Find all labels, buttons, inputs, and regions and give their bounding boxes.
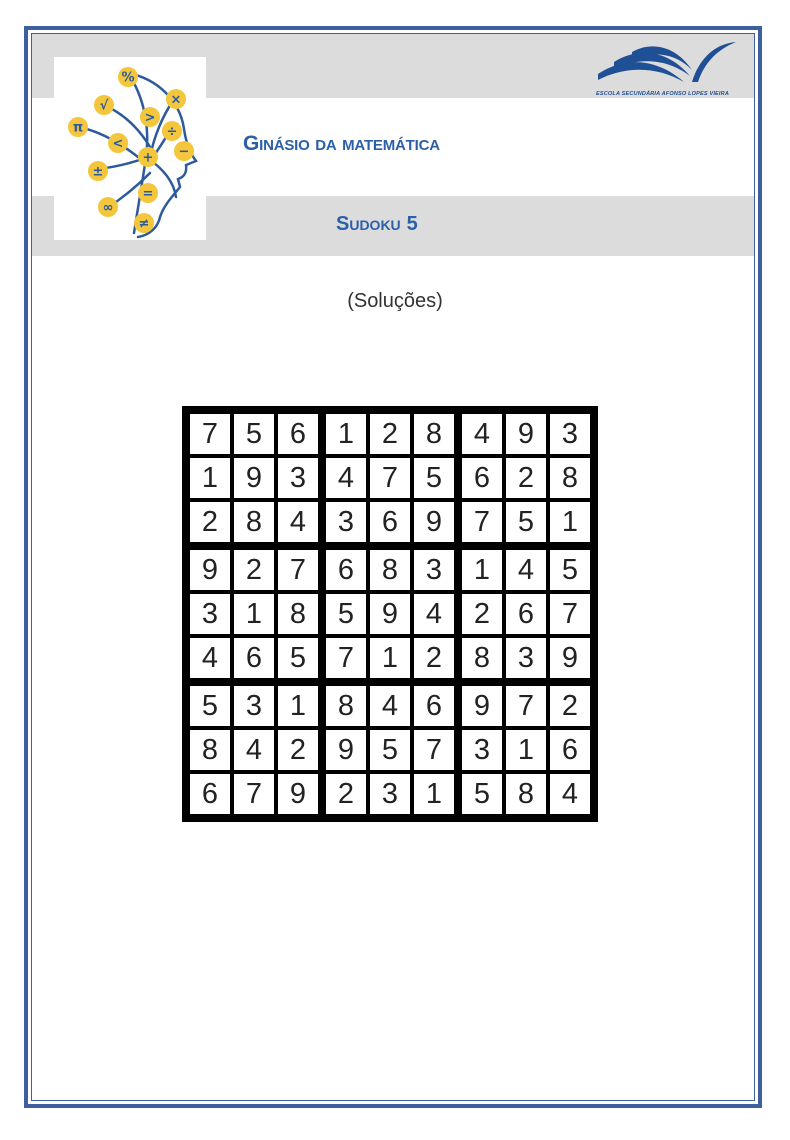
sudoku-cell-r4-c3: 7 — [278, 550, 318, 590]
sudoku-cell-r5-c3: 8 — [278, 594, 318, 634]
sudoku-cell-r1-c3: 6 — [278, 414, 318, 454]
sudoku-cell-r7-c7: 9 — [462, 686, 502, 726]
logo-symbol-11: = — [142, 186, 154, 202]
sudoku-cell-r3-c8: 5 — [506, 502, 546, 542]
sudoku-cell-r1-c2: 5 — [234, 414, 274, 454]
sudoku-cell-r8-c3: 2 — [278, 730, 318, 770]
sudoku-cell-r4-c4: 6 — [326, 550, 366, 590]
logo-symbol-7: < — [112, 136, 124, 152]
logo-symbol-10: ± — [92, 164, 104, 180]
sudoku-cell-r5-c8: 6 — [506, 594, 546, 634]
sudoku-cell-r8-c5: 5 — [370, 730, 410, 770]
sudoku-cell-r9-c8: 8 — [506, 774, 546, 814]
page-title: Ginásio da matemática — [243, 132, 440, 155]
sudoku-cell-r5-c1: 3 — [190, 594, 230, 634]
sudoku-cell-r1-c6: 8 — [414, 414, 454, 454]
sudoku-cell-r2-c4: 4 — [326, 458, 366, 498]
sudoku-cell-r2-c3: 3 — [278, 458, 318, 498]
logo-symbol-8: + — [142, 150, 154, 166]
logo-symbol-4: > — [144, 110, 156, 126]
math-head-logo-icon — [54, 57, 206, 240]
sudoku-cell-r9-c5: 3 — [370, 774, 410, 814]
sudoku-cell-r5-c6: 4 — [414, 594, 454, 634]
sudoku-cell-r4-c8: 4 — [506, 550, 546, 590]
sudoku-cell-r6-c5: 1 — [370, 638, 410, 678]
sudoku-cell-r6-c9: 9 — [550, 638, 590, 678]
sudoku-cell-r6-c2: 6 — [234, 638, 274, 678]
sudoku-cell-r7-c9: 2 — [550, 686, 590, 726]
sudoku-cell-r8-c9: 6 — [550, 730, 590, 770]
sudoku-cell-r7-c3: 1 — [278, 686, 318, 726]
logo-symbol-6: π — [72, 120, 84, 136]
sudoku-cell-r7-c4: 8 — [326, 686, 366, 726]
school-name: ESCOLA SECUNDÁRIA AFONSO LOPES VIEIRA — [596, 91, 729, 97]
sudoku-cell-r9-c2: 7 — [234, 774, 274, 814]
sudoku-cell-r1-c8: 9 — [506, 414, 546, 454]
sudoku-cell-r3-c9: 1 — [550, 502, 590, 542]
sudoku-cell-r2-c7: 6 — [462, 458, 502, 498]
sudoku-cell-r3-c3: 4 — [278, 502, 318, 542]
logo-symbol-3: √ — [99, 98, 109, 114]
sudoku-cell-r8-c1: 8 — [190, 730, 230, 770]
sudoku-cell-r9-c3: 9 — [278, 774, 318, 814]
logo-symbol-9: − — [178, 144, 190, 160]
sudoku-cell-r4-c6: 3 — [414, 550, 454, 590]
sudoku-cell-r7-c8: 7 — [506, 686, 546, 726]
sudoku-cell-r2-c2: 9 — [234, 458, 274, 498]
sudoku-grid — [182, 406, 598, 822]
sudoku-cell-r1-c4: 1 — [326, 414, 366, 454]
sudoku-cell-r4-c1: 9 — [190, 550, 230, 590]
logo-symbol-1: % — [121, 70, 135, 86]
sudoku-cell-r7-c6: 6 — [414, 686, 454, 726]
sudoku-cell-r6-c4: 7 — [326, 638, 366, 678]
logo-symbol-13: ≠ — [138, 216, 150, 232]
sudoku-cell-r4-c2: 2 — [234, 550, 274, 590]
sudoku-cell-r6-c7: 8 — [462, 638, 502, 678]
sudoku-cell-r6-c8: 3 — [506, 638, 546, 678]
subtitle-number: 5 — [406, 213, 418, 235]
sudoku-cell-r8-c4: 9 — [326, 730, 366, 770]
sudoku-cell-r9-c7: 5 — [462, 774, 502, 814]
sudoku-cell-r9-c9: 4 — [550, 774, 590, 814]
sudoku-cell-r2-c1: 1 — [190, 458, 230, 498]
sudoku-cell-r5-c7: 2 — [462, 594, 502, 634]
sudoku-cell-r3-c6: 9 — [414, 502, 454, 542]
sudoku-cell-r4-c9: 5 — [550, 550, 590, 590]
sudoku-cell-r4-c5: 8 — [370, 550, 410, 590]
sudoku-cell-r5-c9: 7 — [550, 594, 590, 634]
sudoku-cell-r1-c7: 4 — [462, 414, 502, 454]
sudoku-cell-r5-c4: 5 — [326, 594, 366, 634]
page-subtitle — [336, 213, 418, 236]
sudoku-cell-r8-c6: 7 — [414, 730, 454, 770]
sudoku-cell-r9-c1: 6 — [190, 774, 230, 814]
sudoku-cell-r7-c1: 5 — [190, 686, 230, 726]
logo-symbol-12: ∞ — [102, 200, 114, 216]
sudoku-cell-r3-c7: 7 — [462, 502, 502, 542]
sudoku-cell-r2-c9: 8 — [550, 458, 590, 498]
sudoku-cell-r6-c6: 2 — [414, 638, 454, 678]
sudoku-cell-r8-c7: 3 — [462, 730, 502, 770]
sudoku-cell-r6-c1: 4 — [190, 638, 230, 678]
math-gym-logo — [54, 57, 206, 240]
sudoku-cell-r6-c3: 5 — [278, 638, 318, 678]
sudoku-cell-r2-c5: 7 — [370, 458, 410, 498]
sudoku-cell-r8-c2: 4 — [234, 730, 274, 770]
sudoku-cell-r8-c8: 1 — [506, 730, 546, 770]
sudoku-cell-r9-c6: 1 — [414, 774, 454, 814]
solutions-caption: (Soluções) — [347, 290, 443, 312]
sudoku-cell-r4-c7: 1 — [462, 550, 502, 590]
subtitle-word: Sudoku — [336, 213, 401, 235]
sudoku-cell-r2-c8: 2 — [506, 458, 546, 498]
sudoku-cell-r3-c4: 3 — [326, 502, 366, 542]
sudoku-cell-r1-c1: 7 — [190, 414, 230, 454]
logo-symbol-5: ÷ — [166, 124, 178, 140]
logo-symbol-2: × — [170, 92, 182, 108]
sudoku-cell-r1-c9: 3 — [550, 414, 590, 454]
sudoku-cell-r7-c5: 4 — [370, 686, 410, 726]
sudoku-cell-r5-c2: 1 — [234, 594, 274, 634]
sudoku-cell-r5-c5: 9 — [370, 594, 410, 634]
sudoku-cell-r3-c5: 6 — [370, 502, 410, 542]
sudoku-cell-r3-c1: 2 — [190, 502, 230, 542]
sudoku-cell-r9-c4: 2 — [326, 774, 366, 814]
sudoku-cell-r1-c5: 2 — [370, 414, 410, 454]
sudoku-cell-r2-c6: 5 — [414, 458, 454, 498]
sudoku-cell-r3-c2: 8 — [234, 502, 274, 542]
sudoku-cell-r7-c2: 3 — [234, 686, 274, 726]
